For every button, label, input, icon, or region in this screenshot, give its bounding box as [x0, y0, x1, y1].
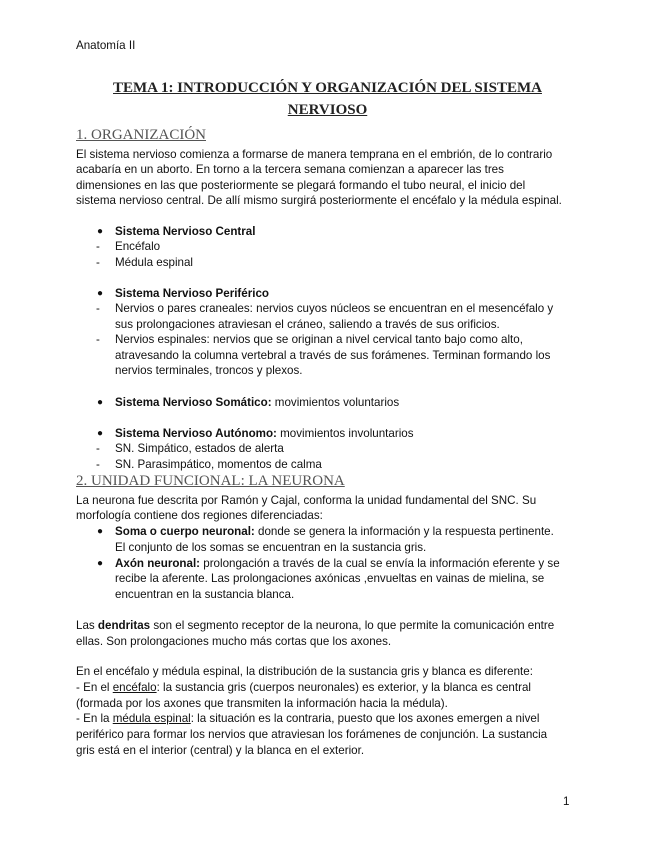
paragraph-encefalo: - En el encéfalo: la sustancia gris (cuerpos neuronales) es exterior, y la blanca es central	[76, 681, 531, 694]
paragraph-line: acabaría en un aborto. En torno a la tercera semana comienzan a aparecer las tres	[76, 163, 504, 176]
bullet-icon: ●	[97, 397, 104, 408]
bullet-icon: ●	[97, 558, 104, 569]
list-item-cont: encuentran en la sustancia blanca.	[115, 588, 295, 601]
list-item: Encéfalo	[115, 240, 161, 253]
list-item: SN. Parasimpático, momentos de calma	[115, 458, 322, 471]
dash-icon: -	[96, 442, 100, 455]
bullet-icon: ●	[97, 526, 104, 537]
paragraph-medula: - En la médula espinal: la situación es la contraria, puesto que los axones emergen a nivel	[76, 712, 540, 725]
list-item-cont: atravesando la columna vertebral a través de sus forámenes. Terminan formando los	[115, 349, 551, 362]
paragraph-line: La neurona fue descrita por Ramón y Cajal, conforma la unidad fundamental del SNC. Su	[76, 494, 537, 507]
list-heading-snp: Sistema Nervioso Periférico	[115, 287, 270, 300]
paragraph-line: (formada por los axones que transmiten la información hacia la médula).	[76, 697, 448, 710]
dash-icon: -	[96, 302, 100, 315]
paragraph-line: morfología contiene dos regiones diferenciadas:	[76, 509, 323, 522]
list-heading-snc: Sistema Nervioso Central	[115, 225, 256, 238]
dash-icon: -	[96, 458, 100, 471]
bullet-icon: ●	[97, 288, 104, 299]
list-item-axon: Axón neuronal: prolongación a través de la cual se envía la información eferente y se	[115, 557, 560, 570]
list-heading-sna: Sistema Nervioso Autónomo: movimientos involuntarios	[115, 427, 414, 440]
list-item: Nervios espinales: nervios que se originan a nivel cervical tanto bajo como alto,	[115, 333, 523, 346]
paragraph-line: El sistema nervioso comienza a formarse de manera temprana en el embrión, de lo contrario	[76, 148, 553, 161]
page-header: Anatomía II	[76, 39, 136, 52]
list-item: SN. Simpático, estados de alerta	[115, 442, 284, 455]
document-title-line2: NERVIOSO	[287, 102, 368, 118]
paragraph-line: sistema nervioso central. De allí mismo surgirá posteriormente el encéfalo y la médula espinal.	[76, 194, 562, 207]
list-item-soma: Soma o cuerpo neuronal: donde se genera la información y la respuesta pertinente.	[115, 525, 554, 538]
paragraph-dendritas: Las dendritas son el segmento receptor de la neurona, lo que permite la comunicación entre	[76, 619, 555, 632]
paragraph-line: gris está en el interior (central) y la blanca en el exterior.	[76, 744, 365, 757]
page-number: 1	[563, 795, 570, 808]
list-item-cont: El conjunto de los somas se encuentran en la sustancia gris.	[115, 541, 427, 554]
bullet-icon: ●	[97, 226, 104, 237]
paragraph-line: dimensiones en las que posteriormente se plegará formando el tubo neural, el inicio del	[76, 179, 526, 192]
list-item-cont: nervios terminales, troncos y plexos.	[115, 364, 303, 377]
document-title: TEMA 1: INTRODUCCIÓN Y ORGANIZACIÓN DEL SISTEMA	[113, 80, 542, 96]
section-heading-organizacion: 1. ORGANIZACIÓN	[76, 127, 206, 143]
dash-icon: -	[96, 240, 100, 253]
paragraph-line: periférico para formar los nervios que atraviesan los forámenes de conjunción. La sustancia	[76, 728, 548, 741]
dash-icon: -	[96, 333, 100, 346]
list-item-cont: sus prolongaciones atraviesan el cráneo, saliendo a través de sus orificios.	[115, 318, 500, 331]
list-item-cont: recibe la aferente. Las prolongaciones axónicas ,envueltas en vainas de mielina, se	[115, 572, 545, 585]
section-heading-neurona: 2. UNIDAD FUNCIONAL: LA NEURONA	[76, 473, 345, 489]
list-item: Médula espinal	[115, 256, 193, 269]
bullet-icon: ●	[97, 428, 104, 439]
dash-icon: -	[96, 256, 100, 269]
paragraph-line: ellas. Son prolongaciones mucho más cortas que los axones.	[76, 635, 392, 648]
list-item: Nervios o pares craneales: nervios cuyos núcleos se encuentran en el mesencéfalo y	[115, 302, 554, 315]
list-heading-sns: Sistema Nervioso Somático: movimientos voluntarios	[115, 396, 400, 409]
paragraph-line: En el encéfalo y médula espinal, la distribución de la sustancia gris y blanca es diferente:	[76, 665, 533, 678]
